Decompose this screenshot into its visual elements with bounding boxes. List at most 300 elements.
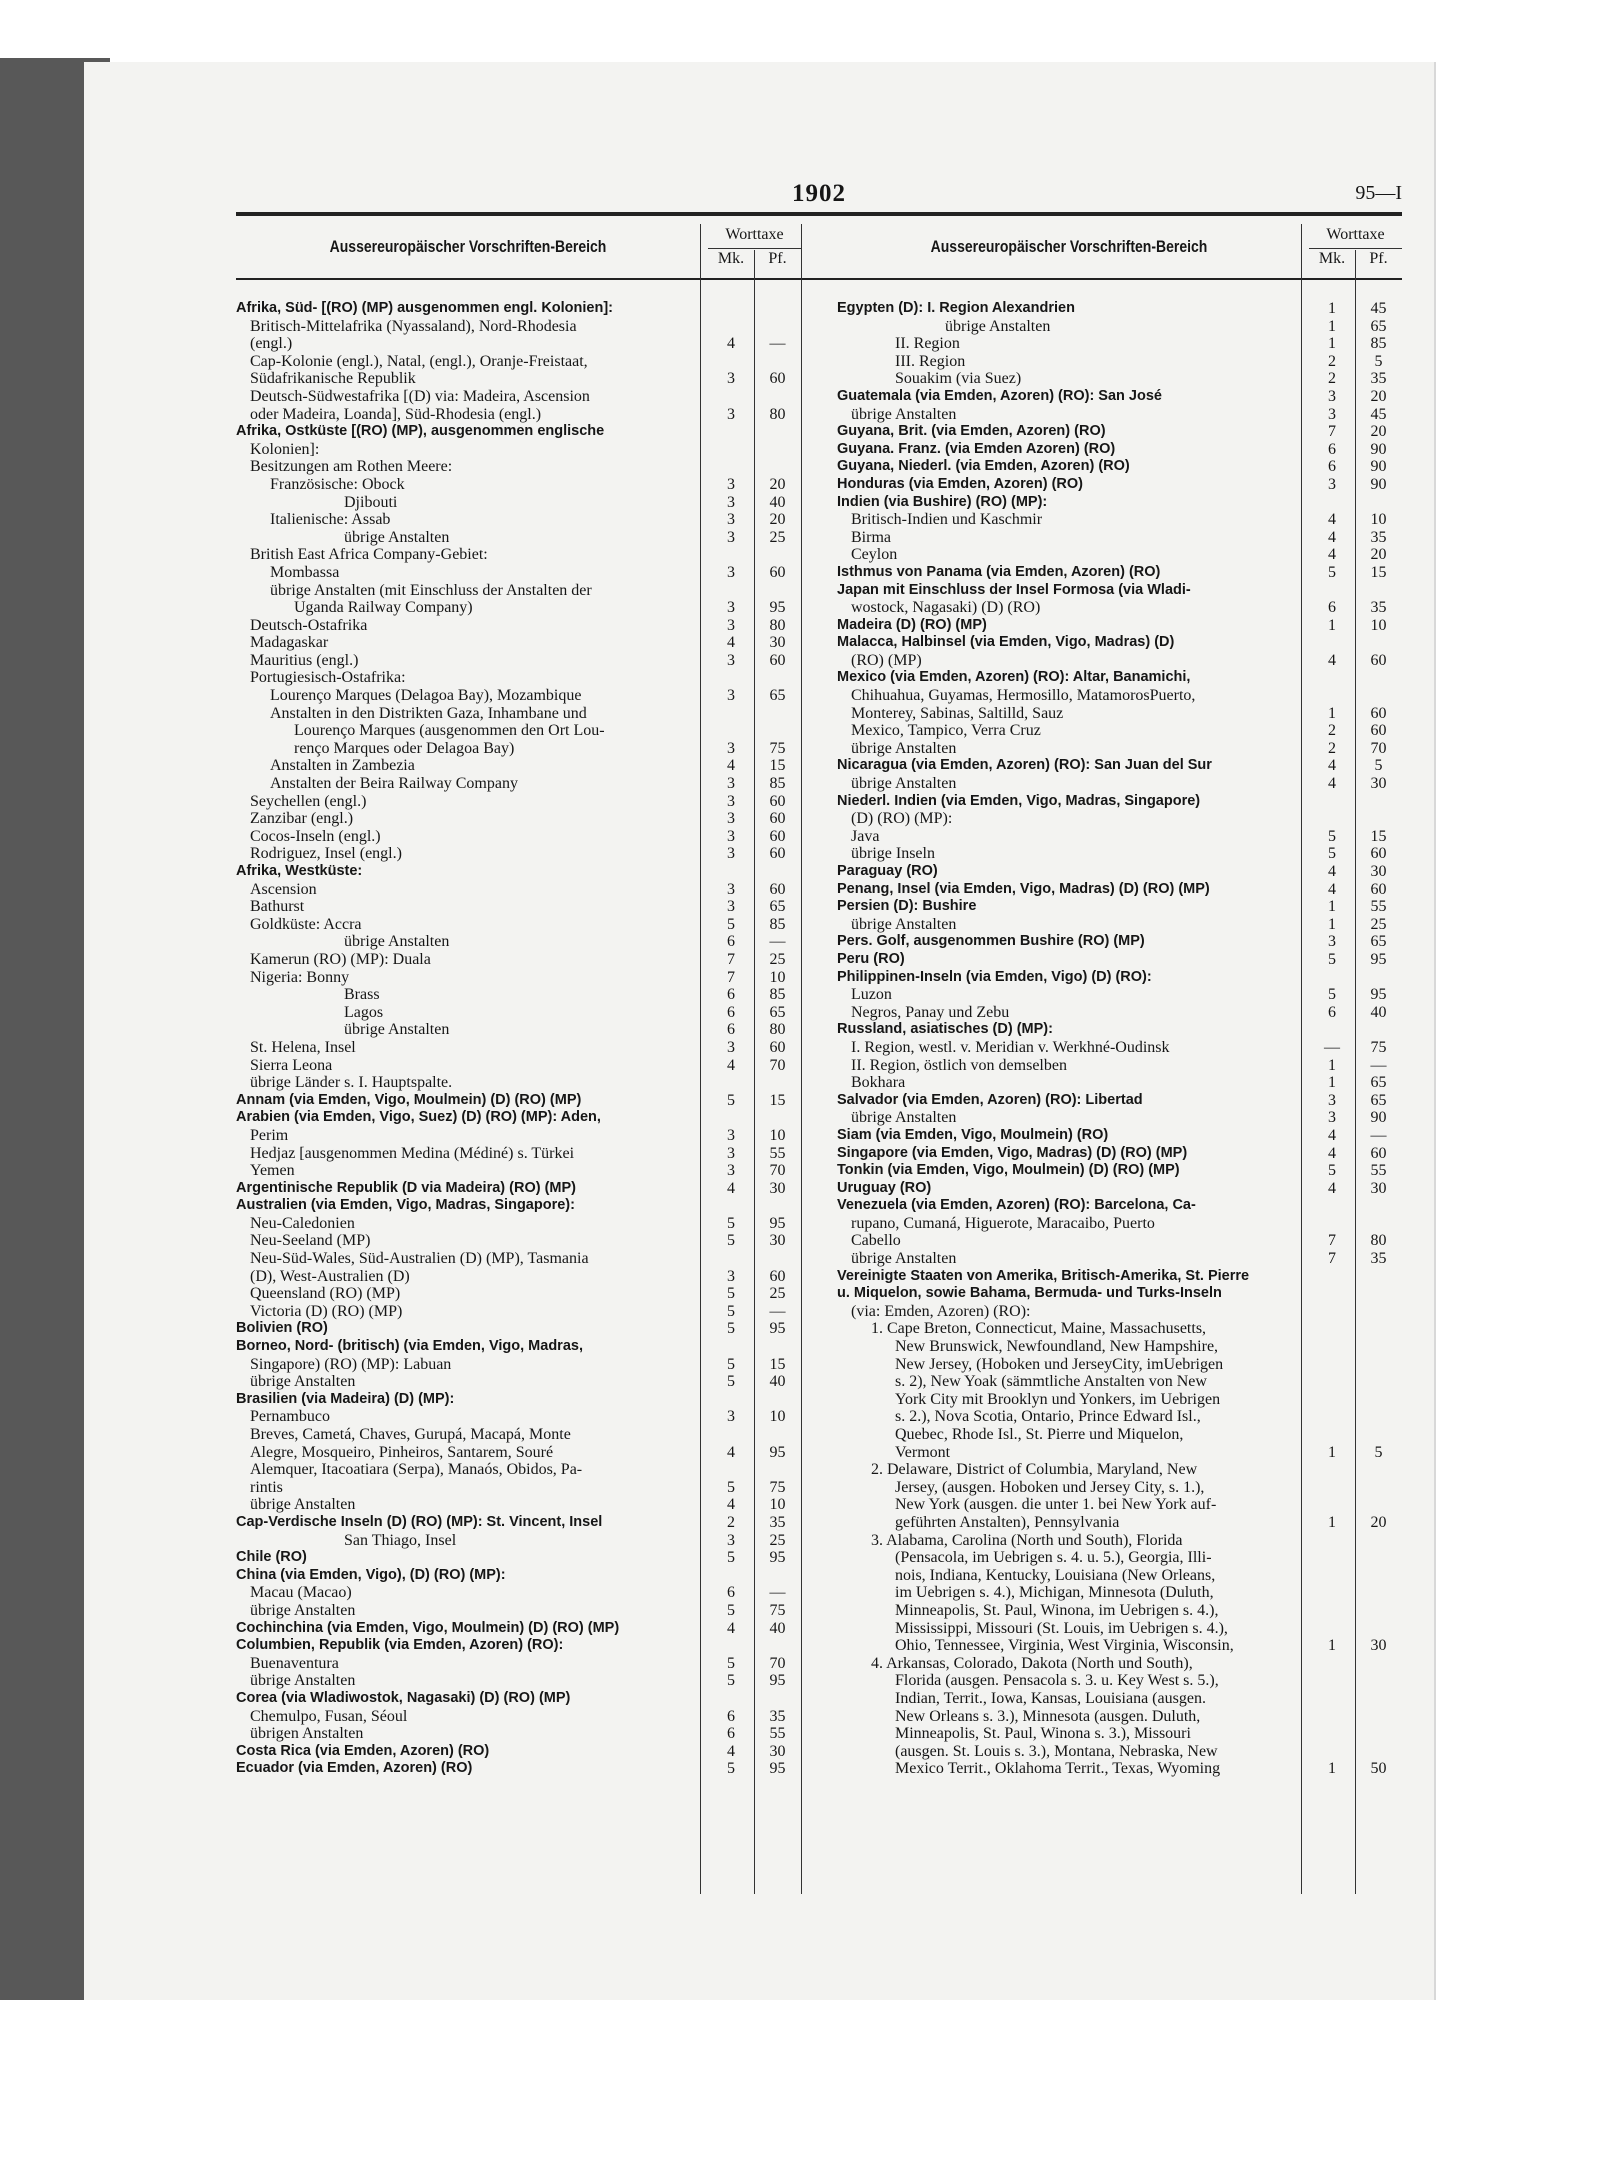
entry-pf: 90 xyxy=(1370,1109,1387,1127)
entry-mk: 6 xyxy=(727,1707,735,1725)
entry-mk: 3 xyxy=(727,739,735,757)
entry-text: New Jersey, (Hoboken und JerseyCity, imUebrigen xyxy=(895,1355,1224,1373)
table-row xyxy=(236,494,801,512)
table-row xyxy=(837,476,1402,494)
entry-pf: 60 xyxy=(769,1267,786,1285)
entry-mk: 5 xyxy=(727,1285,735,1303)
entry-pf: — xyxy=(1370,1126,1387,1144)
entry-pf: — xyxy=(769,1302,786,1320)
entry-text: rupano, Cumaná, Higuerote, Maracaibo, Puerto xyxy=(851,1214,1155,1232)
table-row xyxy=(236,1461,801,1479)
entry-mk: 4 xyxy=(727,1742,735,1760)
table-row xyxy=(837,810,1402,828)
entry-pf: 60 xyxy=(769,880,786,898)
entry-text: Anstalten in den Distrikten Gaza, Inhambane und xyxy=(270,704,587,722)
entry-pf: 30 xyxy=(1370,775,1387,793)
entry-mk: 1 xyxy=(1328,898,1336,916)
page-number: 95—I xyxy=(1355,182,1402,204)
entry-text: Brass xyxy=(344,986,380,1004)
entry-pf: 55 xyxy=(769,1725,786,1743)
entry-mk: 4 xyxy=(1328,880,1336,898)
entry-mk: 5 xyxy=(727,1549,735,1567)
right-pf-label: Pf. xyxy=(1369,250,1388,267)
entry-pf: 85 xyxy=(1370,335,1387,353)
entry-mk: 5 xyxy=(727,915,735,933)
entry-text: Venezuela (via Emden, Azoren) (RO): Barcelona, Ca- xyxy=(837,1197,1196,1214)
entry-pf: 40 xyxy=(769,1373,786,1391)
table-row xyxy=(236,1039,801,1057)
table-row xyxy=(837,1672,1402,1690)
entry-pf: 40 xyxy=(769,1619,786,1637)
entry-mk: 1 xyxy=(1328,317,1336,335)
table-row xyxy=(236,1232,801,1250)
entry-text: renço Marques oder Delagoa Bay) xyxy=(294,739,515,757)
entry-text: Bathurst xyxy=(250,898,305,916)
entry-mk: 4 xyxy=(727,1619,735,1637)
entry-text: Siam (via Emden, Vigo, Moulmein) (RO) xyxy=(837,1126,1109,1143)
entry-pf: 30 xyxy=(769,1179,786,1197)
table-row xyxy=(837,1549,1402,1567)
entry-text: Jersey, (ausgen. Hoboken und Jersey City, s. 1.), xyxy=(895,1478,1205,1496)
entry-pf: 60 xyxy=(1370,880,1387,898)
table-row xyxy=(837,546,1402,564)
table-row xyxy=(837,634,1402,652)
entry-mk: 3 xyxy=(727,845,735,863)
entry-text: übrigen Anstalten xyxy=(250,1725,364,1743)
right-column-title: Aussereuropäischer Vorschriften-Bereich xyxy=(930,236,1208,256)
entry-text: Südafrikanische Republik xyxy=(250,370,416,388)
table-row xyxy=(236,757,801,775)
entry-mk: 3 xyxy=(727,775,735,793)
table-row xyxy=(837,1743,1402,1761)
table-row xyxy=(236,1584,801,1602)
entry-mk: 3 xyxy=(1328,405,1336,423)
entry-text: Nigeria: Bonny xyxy=(250,968,350,986)
entry-mk: 3 xyxy=(727,511,735,529)
entry-text: Argentinische Republik (D via Madeira) (RO) (MP) xyxy=(236,1179,576,1196)
entry-pf: 95 xyxy=(769,1760,786,1778)
table-row xyxy=(236,582,801,600)
table-row xyxy=(837,406,1402,424)
entry-pf: 95 xyxy=(769,1443,786,1461)
table-row xyxy=(236,969,801,987)
entry-mk: 1 xyxy=(1328,300,1336,317)
entry-mk: 2 xyxy=(1328,722,1336,740)
entry-mk: 4 xyxy=(1328,511,1336,529)
entry-pf: 30 xyxy=(1370,1179,1387,1197)
entry-text: Minneapolis, St. Paul, Winona, im Uebrigen s. 4.), xyxy=(895,1601,1219,1619)
entry-pf: 85 xyxy=(769,775,786,793)
entry-text: Paraguay (RO) xyxy=(837,863,938,879)
entry-mk: 7 xyxy=(727,968,735,986)
entry-mk: 3 xyxy=(727,1267,735,1285)
entry-mk: 3 xyxy=(727,370,735,388)
entry-text: Mississippi, Missouri (St. Louis, im Uebrigen s. 4.), xyxy=(895,1619,1228,1637)
entry-text: übrige Anstalten (mit Einschluss der Anstalten der xyxy=(270,581,592,599)
entry-text: (ausgen. St. Louis s. 3.), Montana, Nebraska, New xyxy=(895,1742,1218,1760)
table-row xyxy=(837,423,1402,441)
entry-text: Bokhara xyxy=(851,1074,906,1092)
entry-text: Arabien (via Emden, Vigo, Suez) (D) (RO) (MP): Aden, xyxy=(236,1109,601,1126)
entry-text: Costa Rica (via Emden, Azoren) (RO) xyxy=(236,1742,490,1759)
entry-pf: 45 xyxy=(1370,405,1387,423)
table-row xyxy=(236,476,801,494)
entry-pf: 85 xyxy=(769,915,786,933)
table-row xyxy=(236,775,801,793)
entry-text: (via: Emden, Azoren) (RO): xyxy=(851,1302,1031,1320)
entry-pf: 35 xyxy=(1370,1250,1387,1268)
table-row xyxy=(837,1532,1402,1550)
entry-text: Uganda Railway Company) xyxy=(294,599,473,617)
table-row xyxy=(837,1127,1402,1145)
entry-text: Tonkin (via Emden, Vigo, Moulmein) (D) (RO) (MP) xyxy=(837,1162,1180,1179)
entry-mk: 3 xyxy=(727,1162,735,1180)
table-row xyxy=(837,564,1402,582)
table-row xyxy=(837,388,1402,406)
table-row xyxy=(236,1074,801,1092)
table-row xyxy=(236,1672,801,1690)
table-row xyxy=(837,775,1402,793)
entry-pf: 60 xyxy=(769,370,786,388)
entry-pf: 35 xyxy=(769,1707,786,1725)
entry-text: Rodriguez, Insel (engl.) xyxy=(250,845,402,863)
table-row xyxy=(236,546,801,564)
table-row xyxy=(236,1268,801,1286)
table-row xyxy=(236,705,801,723)
right-mk-label: Mk. xyxy=(1318,250,1346,267)
entry-mk: 4 xyxy=(1328,528,1336,546)
entry-text: Cabello xyxy=(851,1232,901,1250)
entry-text: Vermont xyxy=(895,1443,951,1461)
entry-mk: 3 xyxy=(727,651,735,669)
entry-text: Nicaragua (via Emden, Azoren) (RO): San Juan del Sur xyxy=(837,757,1212,774)
entry-text: Perim xyxy=(250,1126,289,1144)
entry-pf: 10 xyxy=(769,1408,786,1426)
entry-mk: 3 xyxy=(727,475,735,493)
entry-text: Corea (via Wladiwostok, Nagasaki) (D) (RO) (MP) xyxy=(236,1689,571,1706)
entry-text: Minneapolis, St. Paul, Winona s. 3.), Missouri xyxy=(895,1725,1191,1743)
table-row xyxy=(837,511,1402,529)
table-row xyxy=(837,599,1402,617)
entry-pf: 20 xyxy=(1370,387,1387,405)
entry-mk: 5 xyxy=(727,1373,735,1391)
entry-pf: 60 xyxy=(1370,1144,1387,1162)
entry-mk: 3 xyxy=(727,1038,735,1056)
entry-pf: 25 xyxy=(1370,915,1387,933)
right-worttaxe-label: Worttaxe xyxy=(1326,226,1385,243)
right-entries xyxy=(837,300,1402,1778)
entry-text: Quebec, Rhode Isl., St. Pierre und Miquelon, xyxy=(895,1426,1184,1443)
entry-text: Lourenço Marques (Delagoa Bay), Mozambique xyxy=(270,687,582,705)
entry-text: 3. Alabama, Carolina (North und South), Florida xyxy=(871,1531,1183,1549)
entry-text: Negros, Panay und Zebu xyxy=(851,1003,1010,1021)
table-row xyxy=(837,986,1402,1004)
entry-pf: 15 xyxy=(1370,563,1387,581)
entry-mk: 5 xyxy=(727,1672,735,1690)
entry-mk: 4 xyxy=(727,1056,735,1074)
entry-text: Souakim (via Suez) xyxy=(895,370,1022,388)
entry-pf: 85 xyxy=(769,986,786,1004)
entry-text: Pernambuco xyxy=(250,1408,330,1426)
table-row xyxy=(837,793,1402,811)
table-row xyxy=(837,1215,1402,1233)
entry-text: Lagos xyxy=(344,1003,384,1021)
entry-mk: 1 xyxy=(1328,1637,1336,1655)
entry-text: Brasilien (via Madeira) (D) (MP): xyxy=(236,1390,455,1407)
entry-text: übrige Anstalten xyxy=(344,1021,450,1039)
entry-mk: 3 xyxy=(727,1408,735,1426)
table-row xyxy=(837,441,1402,459)
table-row xyxy=(837,898,1402,916)
entry-mk: 3 xyxy=(727,493,735,511)
entry-pf: — xyxy=(769,933,786,951)
entry-pf: 40 xyxy=(769,493,786,511)
entry-pf: 25 xyxy=(769,950,786,968)
entry-text: im Uebrigen s. 4.), Michigan, Minnesota (Duluth, xyxy=(895,1584,1214,1602)
entry-pf: 95 xyxy=(769,1549,786,1567)
table-row xyxy=(236,933,801,951)
table-row xyxy=(837,300,1402,318)
entry-text: oder Madeira, Loanda], Süd-Rhodesia (engl.) xyxy=(250,405,542,423)
entry-text: Australien (via Emden, Vigo, Madras, Singapore): xyxy=(236,1197,575,1214)
entry-text: Luzon xyxy=(851,986,892,1004)
entry-text: Zanzibar (engl.) xyxy=(250,810,354,828)
entry-text: Chemulpo, Fusan, Séoul xyxy=(250,1707,408,1725)
entry-mk: 3 xyxy=(1328,475,1336,493)
entry-pf: 60 xyxy=(769,827,786,845)
entry-pf: 70 xyxy=(769,1162,786,1180)
table-row xyxy=(837,969,1402,987)
entry-text: Vereinigte Staaten von Amerika, Britisch-Amerika, St. Pierre xyxy=(837,1267,1250,1284)
table-row xyxy=(236,986,801,1004)
table-row xyxy=(837,1408,1402,1426)
entry-pf: 80 xyxy=(769,616,786,634)
table-row xyxy=(837,1145,1402,1163)
left-worttaxe-label: Worttaxe xyxy=(725,226,784,243)
entry-text: Portugiesisch-Ostafrika: xyxy=(250,669,406,687)
entry-pf: 5 xyxy=(1374,352,1383,370)
table-row xyxy=(236,1725,801,1743)
table-row xyxy=(837,1373,1402,1391)
entry-text: übrige Länder s. I. Hauptspalte. xyxy=(250,1074,453,1092)
table-row xyxy=(837,582,1402,600)
table-row xyxy=(236,740,801,758)
entry-text: New York (ausgen. die unter 1. bei New York auf- xyxy=(895,1496,1217,1514)
entry-text: Besitzungen am Rothen Meere: xyxy=(250,458,453,476)
table-row xyxy=(837,1180,1402,1198)
entry-pf: 70 xyxy=(769,1654,786,1672)
entry-pf: 75 xyxy=(769,1601,786,1619)
table-row xyxy=(837,1268,1402,1286)
entry-mk: 6 xyxy=(1328,440,1336,458)
entry-text: übrige Anstalten xyxy=(344,933,450,951)
entry-text: übrige Anstalten xyxy=(250,1672,356,1690)
table-row xyxy=(837,1620,1402,1638)
entry-pf: 65 xyxy=(769,898,786,916)
entry-pf: 35 xyxy=(1370,370,1387,388)
table-row xyxy=(837,1250,1402,1268)
table-row xyxy=(837,1760,1402,1778)
entry-pf: 95 xyxy=(769,1672,786,1690)
entry-pf: 10 xyxy=(769,968,786,986)
table-row xyxy=(837,1391,1402,1409)
entry-text: Lourenço Marques (ausgenommen den Ort Lou- xyxy=(294,722,605,740)
entry-text: Neu-Süd-Wales, Süd-Australien (D) (MP), Tasmania xyxy=(250,1250,589,1268)
entry-text: geführten Anstalten), Pennsylvania xyxy=(895,1513,1120,1531)
entry-text: Ascension xyxy=(250,880,317,898)
table-row xyxy=(236,1285,801,1303)
entry-text: Mexico (via Emden, Azoren) (RO): Altar, Banamichi, xyxy=(837,669,1191,686)
table-row xyxy=(837,335,1402,353)
table-row xyxy=(837,1584,1402,1602)
entry-text: nois, Indiana, Kentucky, Louisiana (New Orleans, xyxy=(895,1566,1216,1584)
table-row xyxy=(236,1743,801,1761)
table-row xyxy=(236,1127,801,1145)
entry-pf: 60 xyxy=(769,651,786,669)
table-row xyxy=(837,1637,1402,1655)
right-column-header xyxy=(837,224,1402,278)
entry-mk: 3 xyxy=(1328,387,1336,405)
entry-text: Anstalten in Zambezia xyxy=(270,757,415,775)
entry-mk: 4 xyxy=(1328,1126,1336,1144)
entry-pf: 40 xyxy=(1370,1003,1387,1021)
table-row xyxy=(837,705,1402,723)
entry-pf: 65 xyxy=(1370,1074,1387,1092)
entry-text: Columbien, Republik (via Emden, Azoren) (RO): xyxy=(236,1637,564,1654)
table-row xyxy=(236,1496,801,1514)
entry-text: Uruguay (RO) xyxy=(837,1179,932,1196)
entry-pf: 95 xyxy=(769,1214,786,1232)
table-row xyxy=(837,881,1402,899)
entry-text: rintis xyxy=(250,1478,283,1496)
entry-mk: 1 xyxy=(1328,616,1336,634)
entry-mk: 2 xyxy=(1328,352,1336,370)
entry-mk: 1 xyxy=(1328,1513,1336,1531)
entry-text: 4. Arkansas, Colorado, Dakota (North und South), xyxy=(871,1654,1193,1672)
entry-text: Mexico, Tampico, Verra Cruz xyxy=(851,722,1041,740)
table-row xyxy=(236,722,801,740)
entry-mk: 5 xyxy=(727,1601,735,1619)
entry-text: Pers. Golf, ausgenommen Bushire (RO) (MP) xyxy=(837,933,1145,950)
entry-mk: 2 xyxy=(727,1513,735,1531)
entry-pf: 30 xyxy=(769,1232,786,1250)
entry-pf: 95 xyxy=(1370,950,1387,968)
entry-mk: 3 xyxy=(727,1531,735,1549)
entry-text: übrige Anstalten xyxy=(851,739,957,757)
entry-pf: 95 xyxy=(1370,986,1387,1004)
entry-text: Afrika, Ostküste [(RO) (MP), ausgenommen englische xyxy=(236,423,605,440)
entry-pf: 30 xyxy=(1370,1637,1387,1655)
entry-mk: 5 xyxy=(1328,563,1336,581)
table-row xyxy=(236,793,801,811)
table-row xyxy=(236,529,801,547)
entry-mk: 3 xyxy=(727,616,735,634)
table-row xyxy=(236,1479,801,1497)
entry-pf: 25 xyxy=(769,1531,786,1549)
entry-mk: 7 xyxy=(1328,423,1336,441)
entry-mk: 6 xyxy=(727,1003,735,1021)
table-row xyxy=(236,1109,801,1127)
table-row xyxy=(236,1444,801,1462)
table-row xyxy=(837,458,1402,476)
table-row xyxy=(837,1285,1402,1303)
entry-mk: 3 xyxy=(727,599,735,617)
entry-pf: 15 xyxy=(769,1091,786,1109)
entry-text: Goldküste: Accra xyxy=(250,915,362,933)
table-row xyxy=(236,1145,801,1163)
table-row xyxy=(837,1356,1402,1374)
entry-text: Kamerun (RO) (MP): Duala xyxy=(250,950,431,968)
entry-mk: 4 xyxy=(727,1443,735,1461)
entry-text: Malacca, Halbinsel (via Emden, Vigo, Madras) (D) xyxy=(837,634,1175,651)
entry-mk: 3 xyxy=(1328,1091,1336,1109)
table-row xyxy=(837,1567,1402,1585)
entry-text: Isthmus von Panama (via Emden, Azoren) (RO) xyxy=(837,563,1161,580)
table-row xyxy=(236,1567,801,1585)
table-row xyxy=(837,1338,1402,1356)
entry-mk: 4 xyxy=(1328,1144,1336,1162)
entry-mk: 1 xyxy=(1328,1074,1336,1092)
entry-text: China (via Emden, Vigo), (D) (RO) (MP): xyxy=(236,1566,506,1583)
column-header-row xyxy=(236,224,1402,280)
table-row xyxy=(236,828,801,846)
entry-text: I. Region, westl. v. Meridian v. Werkhné-Oudinsk xyxy=(851,1038,1170,1056)
entry-mk: 3 xyxy=(727,827,735,845)
entry-text: Neu-Seeland (MP) xyxy=(250,1232,371,1250)
entry-pf: — xyxy=(769,335,786,353)
left-entries xyxy=(236,300,801,1778)
entry-pf: 20 xyxy=(1370,546,1387,564)
entry-pf: 70 xyxy=(1370,739,1387,757)
entry-text: Seychellen (engl.) xyxy=(250,792,367,810)
table-row xyxy=(236,423,801,441)
table-row xyxy=(236,1250,801,1268)
table-row xyxy=(837,1444,1402,1462)
table-row xyxy=(837,687,1402,705)
table-row xyxy=(236,1690,801,1708)
entry-mk: 5 xyxy=(727,1355,735,1373)
entry-pf: 20 xyxy=(1370,423,1387,441)
table-row xyxy=(236,1197,801,1215)
entry-text: 1. Cape Breton, Connecticut, Maine, Massachusetts, xyxy=(871,1320,1207,1338)
entry-pf: 25 xyxy=(769,528,786,546)
entry-text: Yemen xyxy=(250,1162,295,1180)
table-row xyxy=(236,1215,801,1233)
table-row xyxy=(236,951,801,969)
entry-text: Neu-Caledonien xyxy=(250,1214,355,1232)
entry-text: Madagaskar xyxy=(250,634,329,652)
table-row xyxy=(837,1021,1402,1039)
table-row xyxy=(236,1637,801,1655)
table-row xyxy=(837,1162,1402,1180)
entry-text: übrige Anstalten xyxy=(250,1496,356,1514)
left-header-sep xyxy=(708,248,801,249)
entry-text: Guyana, Brit. (via Emden, Azoren) (RO) xyxy=(837,423,1106,440)
entry-text: Ecuador (via Emden, Azoren) (RO) xyxy=(236,1760,473,1777)
table-row xyxy=(236,1532,801,1550)
entry-text: (RO) (MP) xyxy=(851,651,922,669)
entry-pf: 35 xyxy=(1370,599,1387,617)
entry-pf: 10 xyxy=(769,1496,786,1514)
entry-pf: 95 xyxy=(769,599,786,617)
table-row xyxy=(236,1708,801,1726)
table-row xyxy=(236,1004,801,1022)
table-row xyxy=(236,916,801,934)
entry-text: Salvador (via Emden, Azoren) (RO): Libertad xyxy=(837,1091,1143,1108)
entry-text: s. 2), New Yoak (sämmtliche Anstalten von New xyxy=(895,1373,1207,1391)
left-pf-label: Pf. xyxy=(768,250,787,267)
entry-mk: 3 xyxy=(727,405,735,423)
